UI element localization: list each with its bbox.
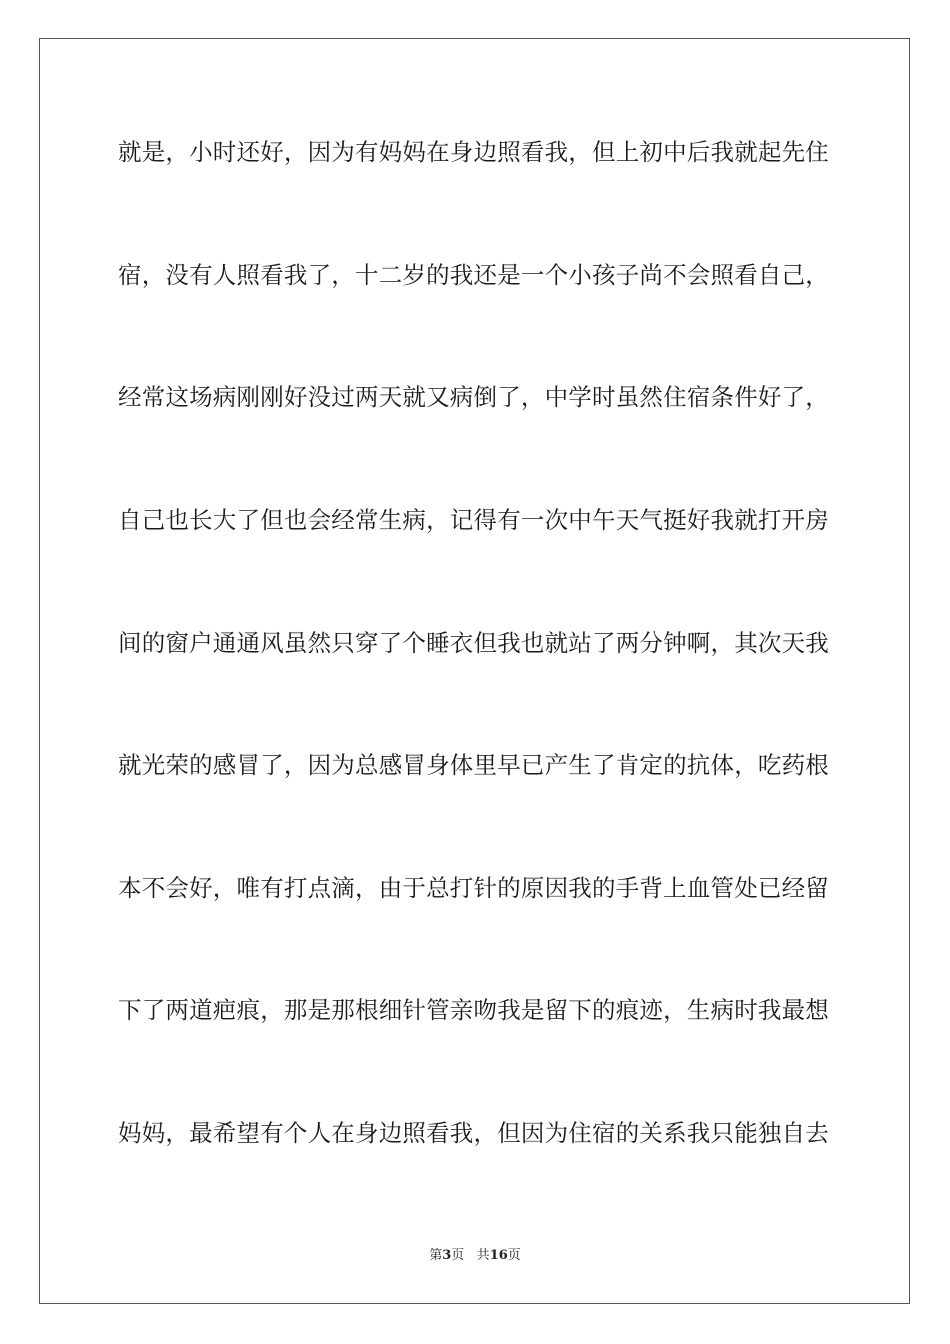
total-suffix: 页 (507, 1248, 521, 1263)
text-line: 本不会好，唯有打点滴，由于总打针的原因我的手背上血管处已经留 (118, 874, 829, 902)
page-suffix: 页 (451, 1248, 465, 1263)
total-pages: 16 (489, 1248, 508, 1263)
page-footer (0, 1246, 950, 1266)
text-line: 间的窗户通通风虽然只穿了个睡衣但我也就站了两分钟啊，其次天我 (118, 629, 829, 657)
text-line: 就光荣的感冒了，因为总感冒身体里早已产生了肯定的抗体，吃药根 (118, 751, 829, 779)
total-prefix: 共 (476, 1248, 490, 1263)
text-line: 下了两道疤痕，那是那根细针管亲吻我是留下的痕迹，生病时我最想 (118, 996, 829, 1024)
text-line: 宿，没有人照看我了，十二岁的我还是一个小孩子尚不会照看自己， (118, 261, 829, 289)
text-line: 自己也长大了但也会经常生病，记得有一次中午天气挺好我就打开房 (118, 506, 829, 534)
text-line: 经常这场病刚刚好没过两天就又病倒了，中学时虽然住宿条件好了， (118, 383, 829, 411)
page-prefix: 第 (429, 1248, 443, 1263)
page-number: 3 (442, 1248, 452, 1263)
text-line: 妈妈，最希望有个人在身边照看我，但因为住宿的关系我只能独自去 (118, 1119, 829, 1147)
text-line: 就是，小时还好，因为有妈妈在身边照看我，但上初中后我就起先住 (118, 138, 829, 166)
